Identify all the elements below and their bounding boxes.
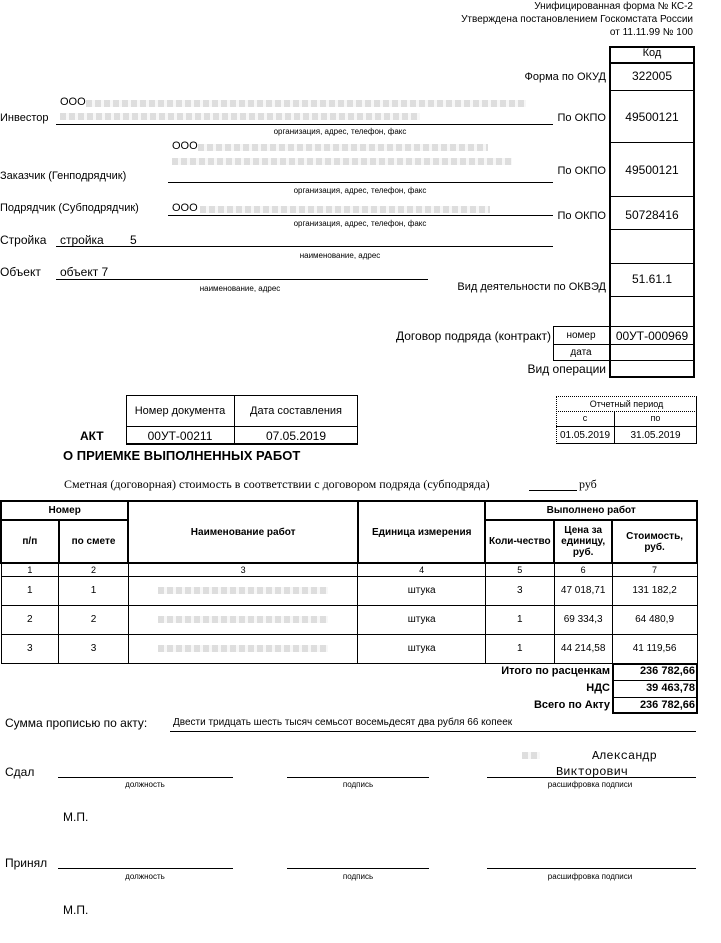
period-from: 01.05.2019 bbox=[559, 430, 611, 441]
handed-name-line2: Викторович bbox=[556, 765, 629, 779]
contract-number: 00УТ-000969 bbox=[615, 329, 689, 343]
row-cost: 41 119,56 bbox=[612, 634, 697, 663]
form-decree: от 11.11.99 № 100 bbox=[609, 27, 693, 38]
col-num-1: 1 bbox=[1, 563, 59, 576]
row-unit: штука bbox=[358, 634, 485, 663]
h-cost: Стоимость, руб. bbox=[612, 520, 697, 563]
object-value: объект 7 bbox=[60, 265, 109, 279]
row-qty: 1 bbox=[485, 634, 554, 663]
received-position-caption: должность bbox=[125, 872, 165, 881]
customer-redacted-2 bbox=[172, 158, 512, 165]
okpo-investor-code: 49500121 bbox=[625, 110, 679, 124]
row-estimate: 1 bbox=[59, 576, 129, 605]
col-num-2: 2 bbox=[59, 563, 129, 576]
object-caption: наименование, адрес bbox=[199, 284, 281, 293]
row-pp: 1 bbox=[1, 576, 59, 605]
handed-name-redacted bbox=[522, 752, 540, 759]
estimate-text: Сметная (договорная) стоимость в соответствии с договором подряда (субподряда) bbox=[64, 477, 490, 491]
site-caption: наименование, адрес bbox=[299, 251, 381, 260]
customer-value: ООО bbox=[172, 140, 198, 152]
contract-number-label: номер bbox=[566, 330, 596, 341]
table-row bbox=[1, 576, 697, 605]
table-row bbox=[1, 605, 697, 634]
row-cost: 131 182,2 bbox=[612, 576, 697, 605]
period-to-label: по bbox=[650, 413, 661, 423]
received-signature-caption: подпись bbox=[342, 872, 374, 881]
okud-code: 322005 bbox=[631, 69, 673, 83]
object-label: Объект bbox=[0, 265, 41, 279]
row-estimate: 3 bbox=[59, 634, 129, 663]
okpo-contractor-label: По ОКПО bbox=[557, 210, 606, 222]
site-value: стройка bbox=[60, 233, 104, 247]
okved-code: 51.61.1 bbox=[631, 272, 673, 286]
row-price: 47 018,71 bbox=[554, 576, 612, 605]
period-header: Отчетный период bbox=[589, 399, 664, 409]
vat-value: 39 463,78 bbox=[646, 682, 695, 694]
investor-redacted-2 bbox=[60, 113, 420, 120]
doc-number: 00УТ-00211 bbox=[147, 429, 213, 443]
subtotal-label: Итого по расценкам bbox=[501, 665, 610, 677]
h-pp: п/п bbox=[1, 520, 59, 563]
period-to: 31.05.2019 bbox=[630, 430, 681, 441]
h-name: Наименование работ bbox=[128, 501, 358, 563]
period-from-label: с bbox=[582, 413, 588, 423]
investor-label: Инвестор bbox=[0, 112, 49, 124]
site-label: Стройка bbox=[0, 233, 47, 247]
customer-caption: организация, адрес, телефон, факс bbox=[293, 186, 427, 195]
handed-label: Сдал bbox=[5, 765, 35, 779]
okpo-investor-label: По ОКПО bbox=[557, 112, 606, 124]
investor-caption: организация, адрес, телефон, факс bbox=[273, 127, 407, 136]
row-price: 44 214,58 bbox=[554, 634, 612, 663]
estimate-unit: руб bbox=[579, 477, 597, 491]
okved-label: Вид деятельности по ОКВЭД bbox=[457, 281, 606, 293]
form-name: Унифицированная форма № КС-2 bbox=[534, 1, 693, 12]
handed-stamp: М.П. bbox=[63, 810, 89, 824]
contractor-value: ООО bbox=[172, 202, 198, 214]
customer-redacted bbox=[198, 144, 488, 151]
investor-value: ООО bbox=[60, 96, 86, 108]
contractor-redacted bbox=[200, 206, 490, 213]
act-label: АКТ bbox=[80, 429, 104, 443]
row-pp: 2 bbox=[1, 605, 59, 634]
h-number: Номер bbox=[1, 501, 128, 520]
contractor-caption: организация, адрес, телефон, факс bbox=[293, 219, 427, 228]
site-value-suffix: 5 bbox=[130, 233, 137, 247]
row-pp: 3 bbox=[1, 634, 59, 663]
contractor-label: Подрядчик (Субподрядчик) bbox=[0, 202, 139, 214]
row-work-name bbox=[128, 634, 358, 663]
received-label: Принял bbox=[5, 856, 48, 870]
row-cost: 64 480,9 bbox=[612, 605, 697, 634]
total-value: 236 782,66 bbox=[639, 699, 695, 711]
form-approval: Утверждена постановлением Госкомстата России bbox=[461, 14, 693, 25]
okpo-contractor-code: 50728416 bbox=[625, 208, 679, 222]
row-unit: штука bbox=[358, 576, 485, 605]
col-num-6: 6 bbox=[554, 563, 612, 576]
h-price: Цена за единицу, руб. bbox=[554, 520, 612, 563]
col-num-3: 3 bbox=[128, 563, 358, 576]
vat-label: НДС bbox=[586, 682, 610, 694]
doc-date: 07.05.2019 bbox=[265, 429, 327, 443]
handed-position-caption: должность bbox=[125, 780, 165, 789]
received-decoding-caption: расшифровка подписи bbox=[547, 872, 633, 881]
handed-decoding-caption: расшифровка подписи bbox=[547, 780, 633, 789]
okud-label: Форма по ОКУД bbox=[524, 71, 606, 83]
document-title: О ПРИЕМКЕ ВЫПОЛНЕННЫХ РАБОТ bbox=[63, 448, 301, 463]
row-estimate: 2 bbox=[59, 605, 129, 634]
works-table bbox=[0, 500, 698, 664]
subtotal-value: 236 782,66 bbox=[639, 665, 695, 677]
row-qty: 1 bbox=[485, 605, 554, 634]
okpo-customer-label: По ОКПО bbox=[557, 165, 606, 177]
contract-date-label: дата bbox=[570, 347, 592, 358]
row-price: 69 334,3 bbox=[554, 605, 612, 634]
row-unit: штука bbox=[358, 605, 485, 634]
codes-title: Код bbox=[642, 47, 662, 59]
h-estimate: по смете bbox=[59, 520, 129, 563]
col-num-4: 4 bbox=[358, 563, 485, 576]
h-done: Выполнено работ bbox=[485, 501, 697, 520]
col-num-5: 5 bbox=[485, 563, 554, 576]
received-stamp: М.П. bbox=[63, 903, 89, 917]
doc-number-header: Номер документа bbox=[134, 405, 226, 417]
table-row bbox=[1, 634, 697, 663]
row-work-name bbox=[128, 576, 358, 605]
contract-label: Договор подряда (контракт) bbox=[395, 329, 551, 343]
total-label: Всего по Акту bbox=[533, 699, 610, 711]
sum-words-value: Двести тридцать шесть тысяч семьсот восемьдесят два рубля 66 копеек bbox=[173, 717, 513, 728]
operation-label: Вид операции bbox=[527, 362, 606, 376]
col-num-7: 7 bbox=[612, 563, 697, 576]
investor-redacted bbox=[86, 100, 526, 107]
okpo-customer-code: 49500121 bbox=[625, 163, 679, 177]
handed-signature-caption: подпись bbox=[342, 780, 374, 789]
row-work-name bbox=[128, 605, 358, 634]
doc-date-header: Дата составления bbox=[250, 405, 342, 417]
h-qty: Коли-чество bbox=[485, 520, 554, 563]
customer-label: Заказчик (Генподрядчик) bbox=[0, 170, 127, 182]
handed-name-line1: Александр bbox=[592, 749, 657, 763]
sum-words-label: Сумма прописью по акту: bbox=[5, 716, 148, 730]
h-unit: Единица измерения bbox=[358, 501, 485, 563]
row-qty: 3 bbox=[485, 576, 554, 605]
